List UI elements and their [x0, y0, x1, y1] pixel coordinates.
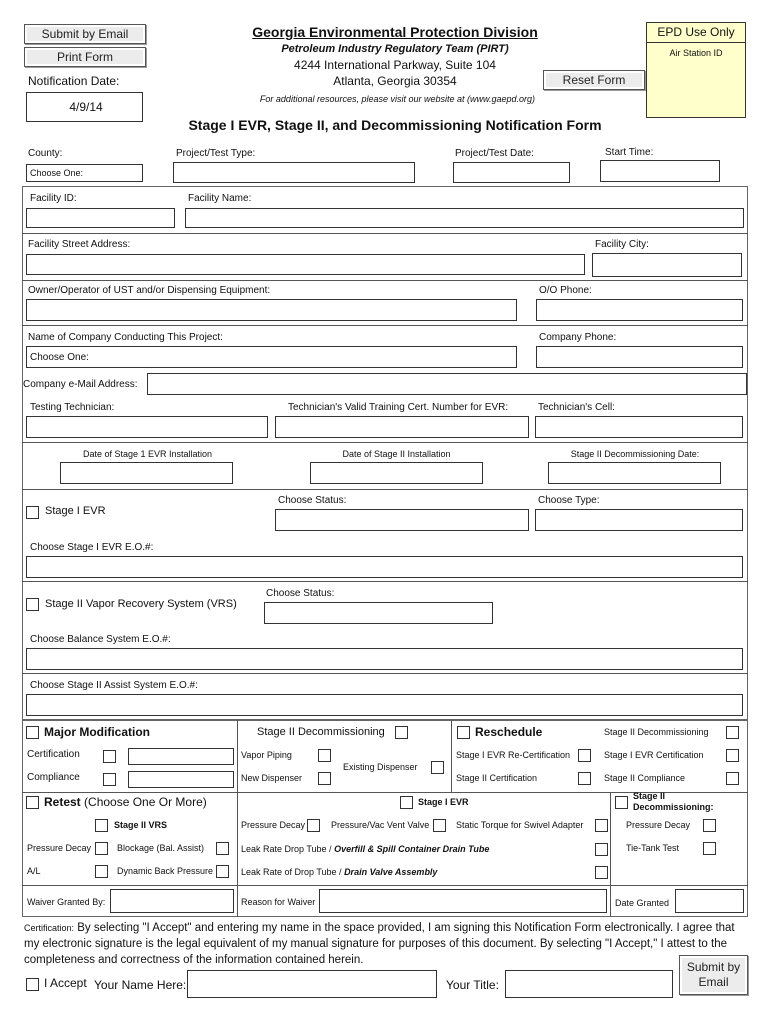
county-label: County: [28, 148, 63, 159]
vapor-piping-label: Vapor Piping [241, 750, 292, 760]
stage2-decom-title-1: Stage II [633, 791, 666, 801]
s2-compliance-checkbox[interactable] [726, 772, 739, 785]
facility-name-label: Facility Name: [188, 193, 252, 204]
leak-rate-drop-checkbox[interactable] [595, 866, 608, 879]
stage2-decom-b-checkbox[interactable] [726, 726, 739, 739]
divider [22, 280, 748, 281]
company-name-label: Name of Company Conducting This Project: [28, 332, 223, 343]
s1-cert-label: Stage I EVR Certification [604, 750, 704, 760]
compliance-input[interactable] [128, 771, 234, 788]
stage2-decom-title-2: Decommissioning: [633, 802, 714, 812]
al-checkbox[interactable] [95, 865, 108, 878]
project-date-input[interactable] [453, 162, 570, 183]
stage1-install-date-label: Date of Stage 1 EVR Installation [82, 449, 213, 459]
new-dispenser-label: New Dispenser [241, 773, 303, 783]
stage1-install-date-input[interactable] [60, 462, 233, 484]
epd-use-only-box [646, 22, 746, 118]
leak-rate-tube-checkbox[interactable] [595, 843, 608, 856]
static-torque-label: Static Torque for Swivel Adapter [456, 820, 584, 830]
submit-by-email-bottom-button[interactable] [679, 955, 748, 995]
certification-checkbox[interactable] [103, 750, 116, 763]
form-title: Stage I EVR, Stage II, and Decommissioning Notification Form [188, 117, 602, 133]
stage2-decom-b-label: Stage II Decommissioning [604, 727, 709, 737]
static-torque-checkbox[interactable] [595, 819, 608, 832]
epd-use-only-label: EPD Use Only [647, 23, 745, 43]
stage1-type-select[interactable] [535, 509, 743, 531]
s2-compliance-label: Stage II Compliance [604, 773, 686, 783]
stage2-decom-retest-label [633, 791, 714, 813]
date-granted-input[interactable] [675, 889, 744, 913]
s2-cert-checkbox[interactable] [578, 772, 591, 785]
pressure-decay-left-label: Pressure Decay [27, 843, 92, 853]
certification-text: By selecting "I Accept" and entering my name in the space provided, I am signing this Notification Form electronically. I agree that my electronic signature is the legal equivalent of my manual signature for purposes of this document. By selecting "I Accept," I attest to the completeness and correctness of the information contained herein. [24, 922, 735, 966]
leak-rate-tube-emph: Overfill & Spill Container Drain Tube [334, 844, 490, 854]
notification-date-input[interactable]: 4/9/14 [26, 92, 143, 122]
pv-vent-label: Pressure/Vac Vent Valve [331, 820, 430, 830]
reason-waiver-input[interactable] [319, 889, 607, 913]
balance-eo-label: Choose Balance System E.O.#: [30, 634, 171, 645]
blockage-label: Blockage (Bal. Assist) [117, 843, 205, 853]
retest-bold: Retest [44, 795, 81, 809]
resources-note: For additional resources, please visit our website at (www.gaepd.org) [259, 94, 536, 104]
compliance-checkbox[interactable] [103, 773, 116, 786]
major-modification-label: Major Modification [44, 725, 150, 739]
notification-date-label: Notification Date: [28, 74, 120, 88]
divider [22, 581, 748, 582]
stage1-type-label: Choose Type: [538, 495, 600, 506]
waiver-by-label: Waiver Granted By: [27, 897, 106, 907]
retest-label [44, 795, 207, 809]
owner-input[interactable] [26, 299, 517, 321]
company-email-label: Company e-Mail Address: [23, 379, 138, 390]
retest-note: (Choose One Or More) [84, 795, 207, 809]
certification-statement [24, 920, 746, 968]
company-name-select[interactable]: Choose One: [26, 346, 517, 368]
stage2-status-label: Choose Status: [266, 588, 335, 599]
stage1-evr-retest-checkbox[interactable] [400, 796, 413, 809]
divider [22, 885, 748, 886]
submit-by-email-button[interactable]: Submit by Email [24, 24, 146, 44]
certification-input[interactable] [128, 748, 234, 765]
start-time-label: Start Time: [605, 147, 654, 158]
stage1-eo-select[interactable] [26, 556, 743, 578]
reason-waiver-label: Reason for Waiver [241, 897, 316, 907]
pv-vent-checkbox[interactable] [433, 819, 446, 832]
divider [22, 673, 748, 674]
tie-tank-checkbox[interactable] [703, 842, 716, 855]
project-type-select[interactable] [173, 162, 415, 183]
stage2-vrs-checkbox[interactable] [26, 598, 39, 611]
facility-id-input[interactable] [26, 208, 175, 228]
company-phone-input[interactable] [536, 346, 743, 368]
stage2-install-date-label: Date of Stage II Installation [342, 449, 451, 459]
air-station-id-label: Air Station ID [669, 48, 723, 58]
stage1-evr-retest-label: Stage I EVR [418, 797, 469, 807]
stage2-vrs-retest-label: Stage II VRS [114, 820, 168, 830]
reschedule-label: Reschedule [475, 725, 543, 739]
al-label: A/L [27, 866, 41, 876]
start-time-input[interactable] [600, 160, 720, 182]
county-select[interactable]: Choose One: [26, 164, 143, 182]
i-accept-checkbox[interactable] [26, 978, 39, 991]
s1-recert-label: Stage I EVR Re-Certification [456, 750, 571, 760]
leak-rate-tube-text: Leak Rate Drop Tube / [241, 844, 335, 854]
stage1-status-select[interactable] [275, 509, 529, 531]
pressure-decay-right-checkbox[interactable] [703, 819, 716, 832]
stage1-status-label: Choose Status: [278, 495, 347, 506]
owner-label: Owner/Operator of UST and/or Dispensing Equipment: [28, 285, 271, 296]
new-dispenser-checkbox[interactable] [318, 772, 331, 785]
stage2-vrs-retest-checkbox[interactable] [95, 819, 108, 832]
pressure-decay-mid-label: Pressure Decay [241, 820, 306, 830]
reschedule-checkbox[interactable] [457, 726, 470, 739]
facility-city-input[interactable] [592, 253, 742, 277]
reset-form-button[interactable]: Reset Form [543, 70, 645, 90]
technician-cell-label: Technician's Cell: [538, 402, 615, 413]
divider [237, 720, 238, 917]
testing-technician-label: Testing Technician: [30, 402, 115, 413]
oo-phone-label: O/O Phone: [539, 285, 592, 296]
stage1-evr-label: Stage I EVR [45, 505, 106, 517]
company-email-input[interactable] [147, 373, 747, 395]
print-form-button[interactable]: Print Form [24, 47, 146, 67]
divider [22, 489, 748, 490]
retest-checkbox[interactable] [26, 796, 39, 809]
stage2-vrs-label: Stage II Vapor Recovery System (VRS) [45, 598, 237, 610]
date-granted-label: Date Granted [615, 898, 670, 908]
vapor-piping-checkbox[interactable] [318, 749, 331, 762]
team-name: Petroleum Industry Regulatory Team (PIRT) [281, 43, 509, 55]
divider [22, 233, 748, 234]
stage2-status-select[interactable] [264, 602, 493, 624]
stage2-decom-date-input[interactable] [548, 462, 721, 484]
facility-city-label: Facility City: [595, 239, 649, 250]
dynamic-back-label: Dynamic Back Pressure [117, 866, 214, 876]
assist-eo-select[interactable] [26, 694, 743, 716]
compliance-label: Compliance [27, 772, 80, 783]
stage2-install-date-input[interactable] [310, 462, 483, 484]
your-name-input[interactable] [187, 970, 437, 998]
s1-cert-checkbox[interactable] [726, 749, 739, 762]
street-address-input[interactable] [26, 254, 585, 275]
s1-recert-checkbox[interactable] [578, 749, 591, 762]
major-modification-checkbox[interactable] [26, 726, 39, 739]
stage2-decom-date-label: Stage II Decommissioning Date: [570, 449, 700, 459]
stage2-decom-a-label: Stage II Decommissioning [257, 726, 385, 738]
cert-number-input[interactable] [275, 416, 529, 438]
testing-technician-input[interactable] [26, 416, 268, 438]
technician-cell-input[interactable] [535, 416, 743, 438]
leak-rate-drop-text: Leak Rate of Drop Tube / [241, 867, 345, 877]
stage1-eo-label: Choose Stage I EVR E.O.#: [30, 542, 154, 553]
company-phone-label: Company Phone: [539, 332, 617, 343]
blockage-checkbox[interactable] [216, 842, 229, 855]
cert-number-label: Technician's Valid Training Cert. Number for EVR: [288, 402, 509, 413]
assist-eo-label: Choose Stage II Assist System E.O.#: [30, 680, 198, 691]
org-name: Georgia Environmental Protection Division [252, 24, 538, 40]
waiver-by-input[interactable] [110, 889, 234, 913]
leak-rate-drop-label [241, 867, 437, 877]
address-line-1: 4244 International Parkway, Suite 104 [294, 58, 496, 72]
divider [451, 720, 452, 792]
certification-label: Certification [27, 749, 80, 760]
submit-line-2: Email [698, 975, 729, 989]
stage1-evr-checkbox[interactable] [26, 506, 39, 519]
s2-cert-label: Stage II Certification [456, 773, 538, 783]
leak-rate-drop-emph: Drain Valve Assembly [344, 867, 438, 877]
project-date-label: Project/Test Date: [455, 148, 534, 159]
project-type-label: Project/Test Type: [176, 148, 256, 159]
leak-rate-tube-label [241, 844, 489, 854]
facility-name-input[interactable] [185, 208, 744, 228]
your-title-input[interactable] [505, 970, 673, 998]
address-line-2: Atlanta, Georgia 30354 [333, 74, 457, 88]
pressure-decay-mid-checkbox[interactable] [307, 819, 320, 832]
balance-eo-select[interactable] [26, 648, 743, 670]
divider [22, 442, 748, 443]
your-title-label: Your Title: [446, 978, 499, 992]
dynamic-back-checkbox[interactable] [216, 865, 229, 878]
oo-phone-input[interactable] [536, 299, 743, 321]
tie-tank-label: Tie-Tank Test [626, 843, 680, 853]
street-address-label: Facility Street Address: [28, 239, 131, 250]
certification-label-small: Certification: [24, 923, 75, 933]
facility-id-label: Facility ID: [30, 193, 77, 204]
stage2-decom-retest-checkbox[interactable] [615, 796, 628, 809]
submit-line-1: Submit by [686, 960, 741, 974]
pressure-decay-left-checkbox[interactable] [95, 842, 108, 855]
stage2-decom-a-checkbox[interactable] [395, 726, 408, 739]
divider [610, 792, 611, 917]
pressure-decay-right-label: Pressure Decay [626, 820, 691, 830]
existing-dispenser-label: Existing Dispenser [343, 762, 418, 772]
divider [22, 325, 748, 326]
existing-dispenser-checkbox[interactable] [431, 761, 444, 774]
i-accept-label: I Accept [44, 976, 87, 990]
your-name-label: Your Name Here: [94, 978, 187, 992]
